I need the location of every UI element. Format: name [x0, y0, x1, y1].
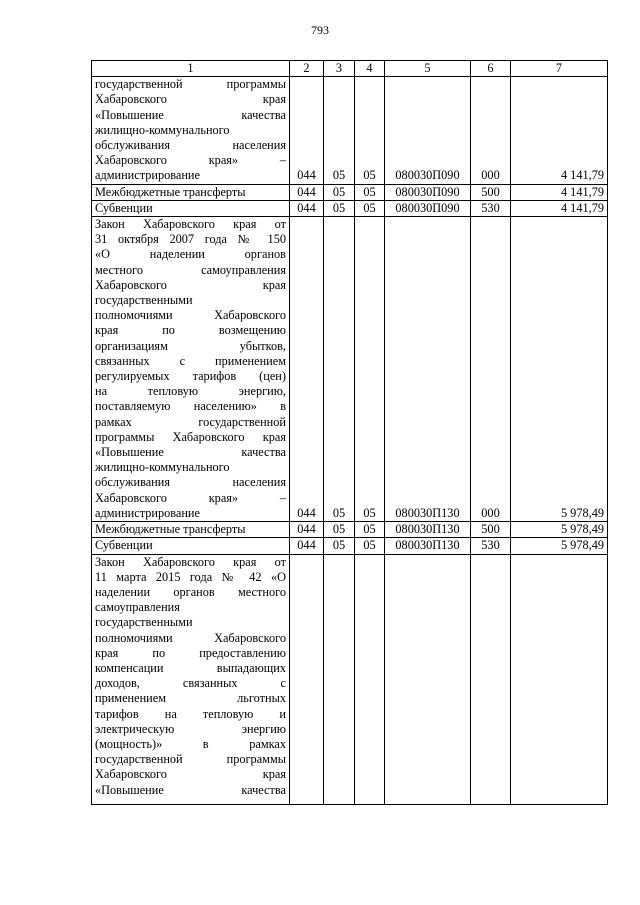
row-name-line: связанных с применением [95, 353, 286, 368]
ministry-code-cell: 044 [290, 538, 324, 554]
row-name-line: жилищно-коммунального [95, 122, 230, 137]
row-name-line: края по предоставлению [95, 645, 286, 660]
row-name-line: электрическую энергию [95, 721, 286, 736]
subsection-code-cell: 05 [355, 217, 385, 522]
row-name-cell [92, 538, 290, 554]
ministry-code-cell: 044 [290, 184, 324, 200]
ministry-code-cell [290, 554, 324, 804]
row-name-line: тарифов на тепловую и [95, 706, 286, 721]
sum-cell: 4 141,79 [511, 77, 608, 184]
table-row [92, 554, 608, 804]
sum-cell: 5 978,49 [511, 522, 608, 538]
target-article-cell: 080030П130 [385, 522, 471, 538]
row-name-line: Хабаровского края [95, 92, 286, 107]
row-name-line: поставляемую населению» в [95, 399, 286, 414]
row-name-cell [92, 200, 290, 216]
ministry-code-cell: 044 [290, 522, 324, 538]
header-cell: 4 [355, 61, 385, 77]
row-name-line: государственными [95, 615, 193, 630]
row-name-line: организациям убытков, [95, 338, 286, 353]
target-article-cell: 080030П090 [385, 77, 471, 184]
row-name-line: «Повышение качества [95, 107, 286, 122]
table-row [92, 184, 608, 200]
row-name-line: администрирование [95, 168, 200, 183]
section-code-cell: 05 [324, 217, 355, 522]
expense-kind-cell: 530 [471, 200, 511, 216]
ministry-code-cell: 044 [290, 217, 324, 522]
row-name-line: 31 октября 2007 года № 150 [95, 232, 286, 247]
row-name-line: государственной программы [95, 752, 286, 767]
expense-kind-cell: 000 [471, 217, 511, 522]
target-article-cell: 080030П130 [385, 217, 471, 522]
row-name-line: Межбюджетные трансферты [95, 184, 246, 199]
row-name-line: применением льготных [95, 691, 286, 706]
table-row [92, 200, 608, 216]
expense-kind-cell [471, 554, 511, 804]
row-name-line: полномочиями Хабаровского [95, 308, 286, 323]
subsection-code-cell: 05 [355, 538, 385, 554]
sum-cell: 4 141,79 [511, 184, 608, 200]
expense-kind-cell: 530 [471, 538, 511, 554]
row-name-line: Хабаровского края [95, 767, 286, 782]
subsection-code-cell: 05 [355, 522, 385, 538]
budget-table [91, 60, 608, 805]
row-name-line: государственной программы [95, 77, 286, 92]
row-name-line: местного самоуправления [95, 262, 286, 277]
row-name-cell [92, 77, 290, 184]
row-name-line: регулируемых тарифов (цен) [95, 369, 286, 384]
row-name-cell [92, 554, 290, 804]
table-row [92, 538, 608, 554]
sum-cell: 5 978,49 [511, 217, 608, 522]
row-name-line: обслуживания населения [95, 475, 286, 490]
row-name-line: 11 марта 2015 года № 42 «О [95, 569, 286, 584]
subsection-code-cell: 05 [355, 200, 385, 216]
row-name-line: Субвенции [95, 538, 153, 553]
sum-cell [511, 554, 608, 804]
header-cell: 5 [385, 61, 471, 77]
header-cell: 3 [324, 61, 355, 77]
row-name-line: администрирование [95, 505, 200, 520]
ministry-code-cell: 044 [290, 77, 324, 184]
table-header-row [92, 61, 608, 77]
subsection-code-cell: 05 [355, 184, 385, 200]
header-cell: 2 [290, 61, 324, 77]
header-cell: 7 [511, 61, 608, 77]
table-row [92, 217, 608, 522]
target-article-cell: 080030П090 [385, 200, 471, 216]
row-name-line: государственными [95, 293, 193, 308]
row-name-line: «Повышение качества [95, 445, 286, 460]
row-name-line: на тепловую энергию, [95, 384, 286, 399]
row-name-line: края по возмещению [95, 323, 286, 338]
row-name-line: доходов, связанных с [95, 676, 286, 691]
row-name-cell [92, 522, 290, 538]
target-article-cell: 080030П090 [385, 184, 471, 200]
page-number: 793 [311, 23, 329, 37]
row-name-cell [92, 184, 290, 200]
expense-kind-cell: 500 [471, 184, 511, 200]
section-code-cell [324, 554, 355, 804]
row-name-line: Субвенции [95, 200, 153, 215]
sum-cell: 5 978,49 [511, 538, 608, 554]
row-name-line: (мощность)» в рамках [95, 736, 286, 751]
row-name-cell [92, 217, 290, 522]
row-name-line: самоуправления [95, 600, 180, 615]
header-cell: 1 [92, 61, 290, 77]
expense-kind-cell: 500 [471, 522, 511, 538]
row-name-line: Хабаровского края» – [95, 490, 286, 505]
section-code-cell: 05 [324, 77, 355, 184]
row-name-line: полномочиями Хабаровского [95, 630, 286, 645]
header-cell: 6 [471, 61, 511, 77]
section-code-cell: 05 [324, 200, 355, 216]
row-name-line: «О наделении органов [95, 247, 286, 262]
row-name-line: Хабаровского края [95, 277, 286, 292]
row-name-line: Закон Хабаровского края от [95, 554, 286, 569]
subsection-code-cell: 05 [355, 77, 385, 184]
section-code-cell: 05 [324, 538, 355, 554]
subsection-code-cell [355, 554, 385, 804]
row-name-line: обслуживания населения [95, 138, 286, 153]
ministry-code-cell: 044 [290, 200, 324, 216]
expense-kind-cell: 000 [471, 77, 511, 184]
target-article-cell: 080030П130 [385, 538, 471, 554]
table-row [92, 77, 608, 184]
row-name-line: «Повышение качества [95, 782, 286, 797]
row-name-line: жилищно-коммунального [95, 460, 230, 475]
row-name-line: Межбюджетные трансферты [95, 522, 246, 537]
row-name-line: Закон Хабаровского края от [95, 217, 286, 232]
row-name-line: программы Хабаровского края [95, 429, 286, 444]
row-name-line: рамках государственной [95, 414, 286, 429]
target-article-cell [385, 554, 471, 804]
row-name-line: наделении органов местного [95, 584, 286, 599]
row-name-line: Хабаровского края» – [95, 153, 286, 168]
section-code-cell: 05 [324, 522, 355, 538]
table-row [92, 522, 608, 538]
row-name-line: компенсации выпадающих [95, 660, 286, 675]
sum-cell: 4 141,79 [511, 200, 608, 216]
section-code-cell: 05 [324, 184, 355, 200]
